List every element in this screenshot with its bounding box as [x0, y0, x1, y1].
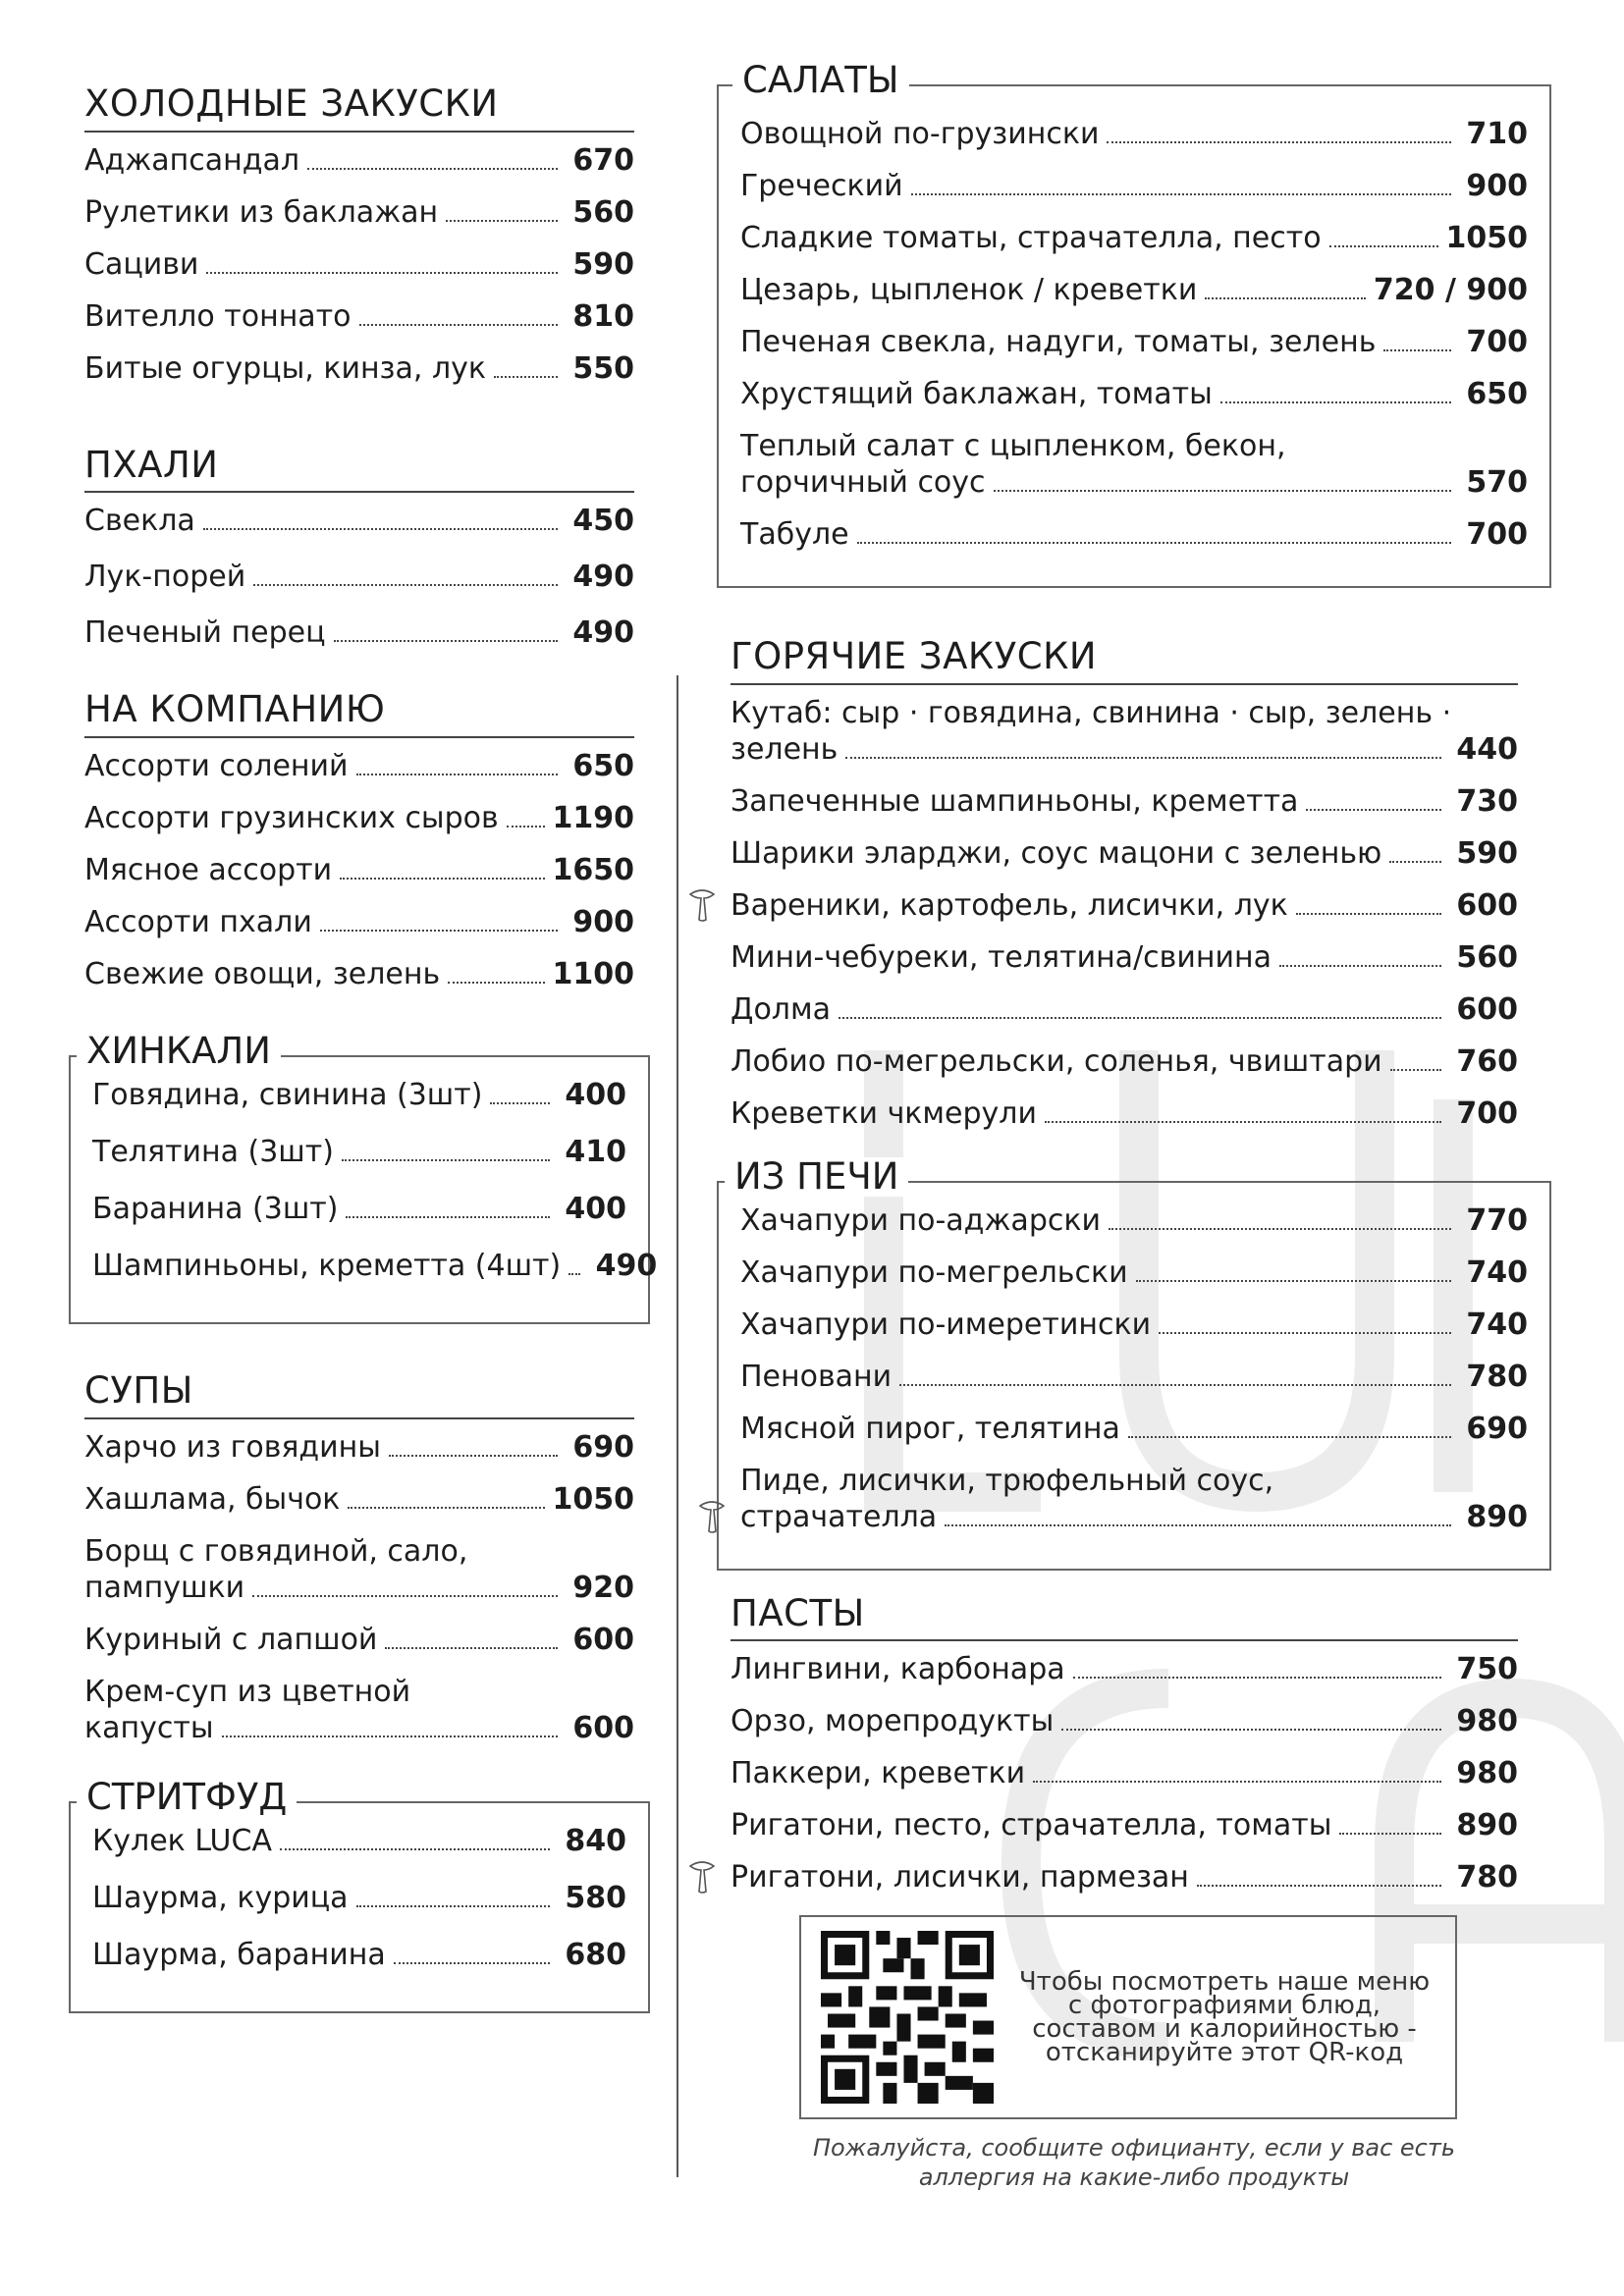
- item-price: 650: [1466, 377, 1528, 411]
- item-price: 980: [1456, 1704, 1518, 1739]
- menu-list: [92, 1823, 626, 1973]
- item-price: 700: [1466, 325, 1528, 359]
- item-price: 590: [1456, 835, 1518, 871]
- menu-item: [731, 1807, 1518, 1843]
- dot-leader: [1220, 401, 1451, 403]
- menu-list: [731, 1651, 1518, 1896]
- item-name: Орзо, морепродукты: [731, 1704, 1055, 1739]
- dot-leader: [394, 1962, 550, 1964]
- menu-item: [731, 1755, 1518, 1791]
- dot-leader: [222, 1735, 558, 1737]
- dot-leader: [899, 1384, 1451, 1386]
- item-price: 710: [1466, 117, 1528, 151]
- item-price: 600: [572, 1622, 634, 1657]
- menu-item: [84, 748, 634, 784]
- item-price: 740: [1466, 1255, 1528, 1290]
- dot-leader: [203, 528, 558, 530]
- dot-leader: [1109, 1228, 1451, 1230]
- dot-leader: [1128, 1436, 1451, 1438]
- section-title: НА КОМПАНИЮ: [84, 690, 634, 738]
- dot-leader: [1389, 861, 1441, 863]
- menu-item: [740, 1307, 1528, 1343]
- item-price: 1100: [552, 957, 634, 992]
- section-khinkali: [69, 1030, 658, 1324]
- item-price: 740: [1466, 1307, 1528, 1342]
- item-price: 770: [1466, 1202, 1528, 1238]
- item-price: 690: [1466, 1411, 1528, 1446]
- item-price: 550: [572, 350, 634, 386]
- item-name: Куриный с лапшой: [84, 1622, 378, 1657]
- section-pkhali: [84, 443, 634, 652]
- dot-leader: [568, 1273, 580, 1275]
- menu-item: [92, 1823, 626, 1859]
- dot-leader: [1061, 1729, 1441, 1731]
- dot-leader: [1033, 1781, 1441, 1783]
- item-name: Свекла: [84, 504, 195, 539]
- menu-item: [84, 298, 634, 335]
- item-price: 690: [572, 1429, 634, 1465]
- item-name: Свежие овощи, зелень: [84, 957, 441, 992]
- section-title: ГОРЯЧИЕ ЗАКУСКИ: [731, 637, 1518, 685]
- menu-item: [731, 835, 1518, 872]
- menu-item: [740, 1202, 1528, 1239]
- menu-item: [740, 324, 1528, 360]
- dot-leader: [994, 490, 1451, 492]
- item-name: Табуле: [740, 517, 849, 552]
- dot-leader: [359, 324, 558, 326]
- section-for-company: [84, 690, 634, 992]
- item-name: Ассорти грузинских сыров: [84, 801, 499, 836]
- item-name: Хачапури по-мегрельски: [740, 1255, 1128, 1290]
- item-name: Креветки чкмерули: [731, 1095, 1037, 1131]
- menu-item: [84, 1674, 634, 1746]
- menu-list: [84, 142, 634, 387]
- menu-item: [92, 1191, 626, 1227]
- menu-item: [84, 194, 634, 231]
- item-price: 810: [572, 298, 634, 334]
- dot-leader: [356, 774, 558, 775]
- item-price: 400: [565, 1192, 626, 1227]
- menu-item: [731, 887, 1518, 924]
- dot-leader: [1296, 913, 1441, 915]
- menu-list: [740, 116, 1528, 553]
- menu-list: [84, 1429, 634, 1746]
- qr-panel: [799, 1915, 1457, 2119]
- menu-list: [92, 1077, 658, 1284]
- item-price: 890: [1456, 1808, 1518, 1843]
- item-name: Цезарь, цыпленок / креветки: [740, 273, 1198, 307]
- item-price: 560: [572, 194, 634, 230]
- dot-leader: [389, 1455, 558, 1457]
- item-price: 490: [572, 615, 634, 651]
- item-name-continued: пампушки: [84, 1570, 245, 1605]
- dot-leader: [1073, 1677, 1441, 1679]
- dot-leader: [385, 1647, 558, 1649]
- item-name: Сациви: [84, 246, 199, 282]
- item-name: Лук-порей: [84, 560, 246, 595]
- dot-leader: [340, 878, 544, 880]
- menu-item: [740, 168, 1528, 204]
- dot-leader: [348, 1507, 544, 1509]
- menu-item: [731, 939, 1518, 976]
- item-price: 560: [1456, 939, 1518, 975]
- dot-leader: [1205, 297, 1366, 299]
- menu-item: [84, 852, 634, 888]
- dot-leader: [1329, 245, 1438, 247]
- item-price: 980: [1456, 1756, 1518, 1791]
- section-hot-appetizers: [731, 637, 1518, 1132]
- menu-item: [92, 1248, 658, 1284]
- item-price: 600: [1456, 887, 1518, 923]
- item-price: 600: [1456, 991, 1518, 1027]
- item-name: Мясное ассорти: [84, 853, 333, 888]
- menu-item: [84, 904, 634, 940]
- item-price: 570: [1466, 465, 1528, 500]
- item-name: Овощной по-грузински: [740, 117, 1100, 151]
- dot-leader: [839, 1017, 1441, 1019]
- item-name: Крем-суп из цветной: [84, 1674, 411, 1709]
- item-name: Борщ с говядиной, сало,: [84, 1533, 468, 1569]
- item-name: Лингвини, карбонара: [731, 1652, 1065, 1687]
- dot-leader: [446, 220, 558, 222]
- item-name: Хачапури по-аджарски: [740, 1202, 1101, 1238]
- item-name-continued: зелень: [731, 731, 839, 767]
- section-title: СТРИТФУД: [77, 1778, 297, 1818]
- item-name: Говядина, свинина (3шт): [92, 1078, 483, 1113]
- menu-item: [84, 142, 634, 179]
- menu-item: [84, 246, 634, 283]
- item-name: Ригатони, лисички, пармезан: [731, 1860, 1189, 1896]
- qr-code-icon[interactable]: [821, 1931, 994, 2104]
- item-name: Аджапсандал: [84, 142, 300, 178]
- item-price: 1190: [552, 801, 634, 836]
- dot-leader: [206, 272, 558, 274]
- section-salads: [717, 59, 1551, 588]
- dot-leader: [1136, 1280, 1451, 1282]
- item-name: Печеный перец: [84, 615, 326, 651]
- mushroom-icon: [687, 884, 717, 924]
- section-title: САЛАТЫ: [732, 61, 909, 101]
- section-title: ХОЛОДНЫЕ ЗАКУСКИ: [84, 84, 634, 133]
- section-title: ПАСТЫ: [731, 1594, 1518, 1642]
- mushroom-icon: [697, 1496, 727, 1535]
- menu-item: [84, 350, 634, 387]
- right-column: [717, 59, 1551, 2192]
- menu-item: [740, 428, 1528, 501]
- dot-leader: [1279, 965, 1441, 967]
- item-price: 920: [572, 1570, 634, 1605]
- menu-item: [740, 272, 1528, 308]
- item-name: Кутаб: сыр · говядина, свинина · сыр, зелень ·: [731, 695, 1452, 730]
- section-title: ПХАЛИ: [84, 446, 634, 494]
- item-name: Лобио по-мегрельски, соленья, чвиштари: [731, 1043, 1382, 1079]
- dot-leader: [1197, 1885, 1441, 1887]
- item-price: 680: [565, 1937, 626, 1972]
- dot-leader: [307, 168, 558, 170]
- menu-item: [731, 783, 1518, 820]
- item-name: Долма: [731, 991, 831, 1027]
- item-price: 900: [1466, 169, 1528, 203]
- item-price: 450: [572, 504, 634, 539]
- menu-item: [731, 1651, 1518, 1687]
- menu-list: [740, 1202, 1528, 1535]
- dot-leader: [448, 982, 544, 984]
- item-price: 760: [1456, 1043, 1518, 1079]
- menu-item: [731, 695, 1518, 768]
- column-divider: [677, 675, 678, 2177]
- menu-list: [84, 503, 634, 651]
- item-price: 780: [1456, 1860, 1518, 1896]
- item-name: Ригатони, песто, страчателла, томаты: [731, 1808, 1332, 1843]
- menu-item: [740, 220, 1528, 256]
- item-name: Пеновани: [740, 1359, 893, 1394]
- item-name: Пиде, лисички, трюфельный соус,: [740, 1463, 1274, 1498]
- item-name: Мясной пирог, телятина: [740, 1411, 1120, 1446]
- dot-leader: [494, 376, 558, 378]
- menu-item: [84, 614, 634, 651]
- menu-item: [740, 1411, 1528, 1447]
- item-name: Греческий: [740, 169, 903, 203]
- menu-item: [731, 991, 1518, 1028]
- menu-item: [731, 1095, 1518, 1132]
- item-name: Ассорти солений: [84, 749, 349, 784]
- item-name: Хрустящий баклажан, томаты: [740, 377, 1213, 411]
- item-price: 410: [565, 1135, 626, 1170]
- item-name: Шаурма, курица: [92, 1880, 349, 1915]
- dot-leader: [507, 826, 545, 828]
- menu-item: [84, 1622, 634, 1658]
- menu-item: [740, 376, 1528, 412]
- dot-leader: [1383, 349, 1451, 351]
- item-price: 730: [1456, 783, 1518, 819]
- section-streetfood: [69, 1775, 650, 2013]
- item-name: Ассорти пхали: [84, 905, 312, 940]
- menu-item: [92, 1134, 626, 1170]
- dot-leader: [1045, 1121, 1441, 1123]
- dot-leader: [320, 930, 558, 932]
- allergy-note: Пожалуйста, сообщите официанту, если у вас есть аллергия на какие-либо продукты: [813, 2134, 1455, 2192]
- item-name: Вителло тоннато: [84, 298, 352, 334]
- menu-item: [84, 800, 634, 836]
- item-name: Баранина (3шт): [92, 1192, 339, 1227]
- item-name: Вареники, картофель, лисички, лук: [731, 887, 1288, 923]
- item-name: Шаурма, баранина: [92, 1937, 386, 1972]
- dot-leader: [845, 757, 1441, 759]
- dot-leader: [1339, 1833, 1441, 1835]
- menu-item: [92, 1077, 626, 1113]
- dot-leader: [857, 542, 1451, 544]
- menu-item: [731, 1043, 1518, 1080]
- item-name: Паккери, креветки: [731, 1756, 1026, 1791]
- dot-leader: [346, 1216, 550, 1218]
- item-name: Шампиньоны, креметта (4шт): [92, 1249, 562, 1284]
- item-price: 490: [572, 560, 634, 595]
- menu-item: [84, 559, 634, 595]
- item-price: 670: [572, 142, 634, 178]
- item-name: Хачапури по-имеретински: [740, 1307, 1152, 1342]
- menu-item: [731, 1859, 1518, 1896]
- item-name: Битые огурцы, кинза, лук: [84, 350, 487, 386]
- qr-instructions: Чтобы посмотреть наше меню с фотографиями блюд, составом и калорийностью - отсканируйте этот QR-код: [1018, 1967, 1431, 2068]
- item-name: Теплый салат с цыпленком, бекон,: [740, 429, 1286, 463]
- menu-item: [740, 1255, 1528, 1291]
- section-cold-appetizers: [84, 84, 634, 387]
- menu-item: [740, 516, 1528, 553]
- dot-leader: [1107, 141, 1451, 143]
- item-price: 580: [565, 1880, 626, 1915]
- section-from-oven: [717, 1154, 1551, 1571]
- dot-leader: [253, 584, 558, 586]
- dot-leader: [280, 1848, 550, 1850]
- left-column: [84, 82, 658, 2013]
- section-title: СУПЫ: [84, 1371, 634, 1419]
- item-price: 720 / 900: [1373, 273, 1528, 307]
- item-price: 1050: [1445, 221, 1528, 255]
- section-title: ИЗ ПЕЧИ: [725, 1157, 908, 1198]
- item-name: Мини-чебуреки, телятина/свинина: [731, 939, 1272, 975]
- item-name-continued: капусты: [84, 1710, 214, 1745]
- item-price: 600: [572, 1710, 634, 1745]
- menu-item: [84, 1429, 634, 1466]
- mushroom-icon: [687, 1856, 717, 1896]
- item-price: 1650: [552, 853, 634, 888]
- dot-leader: [1159, 1332, 1451, 1334]
- menu-list: [84, 748, 634, 992]
- section-title: ХИНКАЛИ: [77, 1032, 281, 1072]
- item-name: Кулек LUCA: [92, 1823, 272, 1858]
- dot-leader: [356, 1905, 550, 1907]
- menu-item: [84, 956, 634, 992]
- item-name-continued: горчичный соус: [740, 465, 986, 500]
- dot-leader: [252, 1595, 558, 1597]
- dot-leader: [490, 1102, 550, 1104]
- item-price: 650: [572, 749, 634, 784]
- item-price: 700: [1466, 517, 1528, 552]
- item-name: Хашлама, бычок: [84, 1481, 341, 1517]
- menu-item: [740, 1463, 1528, 1535]
- section-soups: [84, 1371, 634, 1746]
- menu-item: [92, 1880, 626, 1916]
- dot-leader: [945, 1524, 1451, 1526]
- menu-item: [84, 1533, 634, 1606]
- menu-item: [740, 116, 1528, 152]
- item-name: Сладкие томаты, страчателла, песто: [740, 221, 1322, 255]
- menu-item: [740, 1359, 1528, 1395]
- item-price: 700: [1456, 1095, 1518, 1131]
- item-price: 780: [1466, 1359, 1528, 1394]
- dot-leader: [1390, 1069, 1441, 1071]
- section-pasta: [731, 1591, 1518, 1896]
- item-price: 900: [572, 905, 634, 940]
- item-price: 440: [1456, 731, 1518, 767]
- dot-leader: [911, 193, 1451, 195]
- menu-list: [731, 695, 1518, 1132]
- item-price: 490: [595, 1249, 658, 1284]
- dot-leader: [342, 1159, 550, 1161]
- item-name-continued: страчателла: [740, 1499, 938, 1534]
- menu-item: [92, 1937, 626, 1973]
- menu-item: [84, 503, 634, 539]
- item-price: 890: [1466, 1499, 1528, 1534]
- item-name: Харчо из говядины: [84, 1429, 381, 1465]
- item-name: Рулетики из баклажан: [84, 194, 439, 230]
- item-name: Печеная свекла, надуги, томаты, зелень: [740, 325, 1377, 359]
- item-price: 750: [1456, 1652, 1518, 1687]
- dot-leader: [1306, 809, 1441, 811]
- item-name: Запеченные шампиньоны, креметта: [731, 783, 1299, 819]
- item-name: Телятина (3шт): [92, 1135, 334, 1170]
- menu-item: [731, 1703, 1518, 1739]
- menu-item: [84, 1481, 634, 1518]
- item-price: 590: [572, 246, 634, 282]
- item-price: 840: [565, 1823, 626, 1858]
- item-price: 400: [565, 1078, 626, 1113]
- item-name: Шарики эларджи, соус мацони с зеленью: [731, 835, 1382, 871]
- item-price: 1050: [552, 1481, 634, 1517]
- dot-leader: [334, 640, 558, 642]
